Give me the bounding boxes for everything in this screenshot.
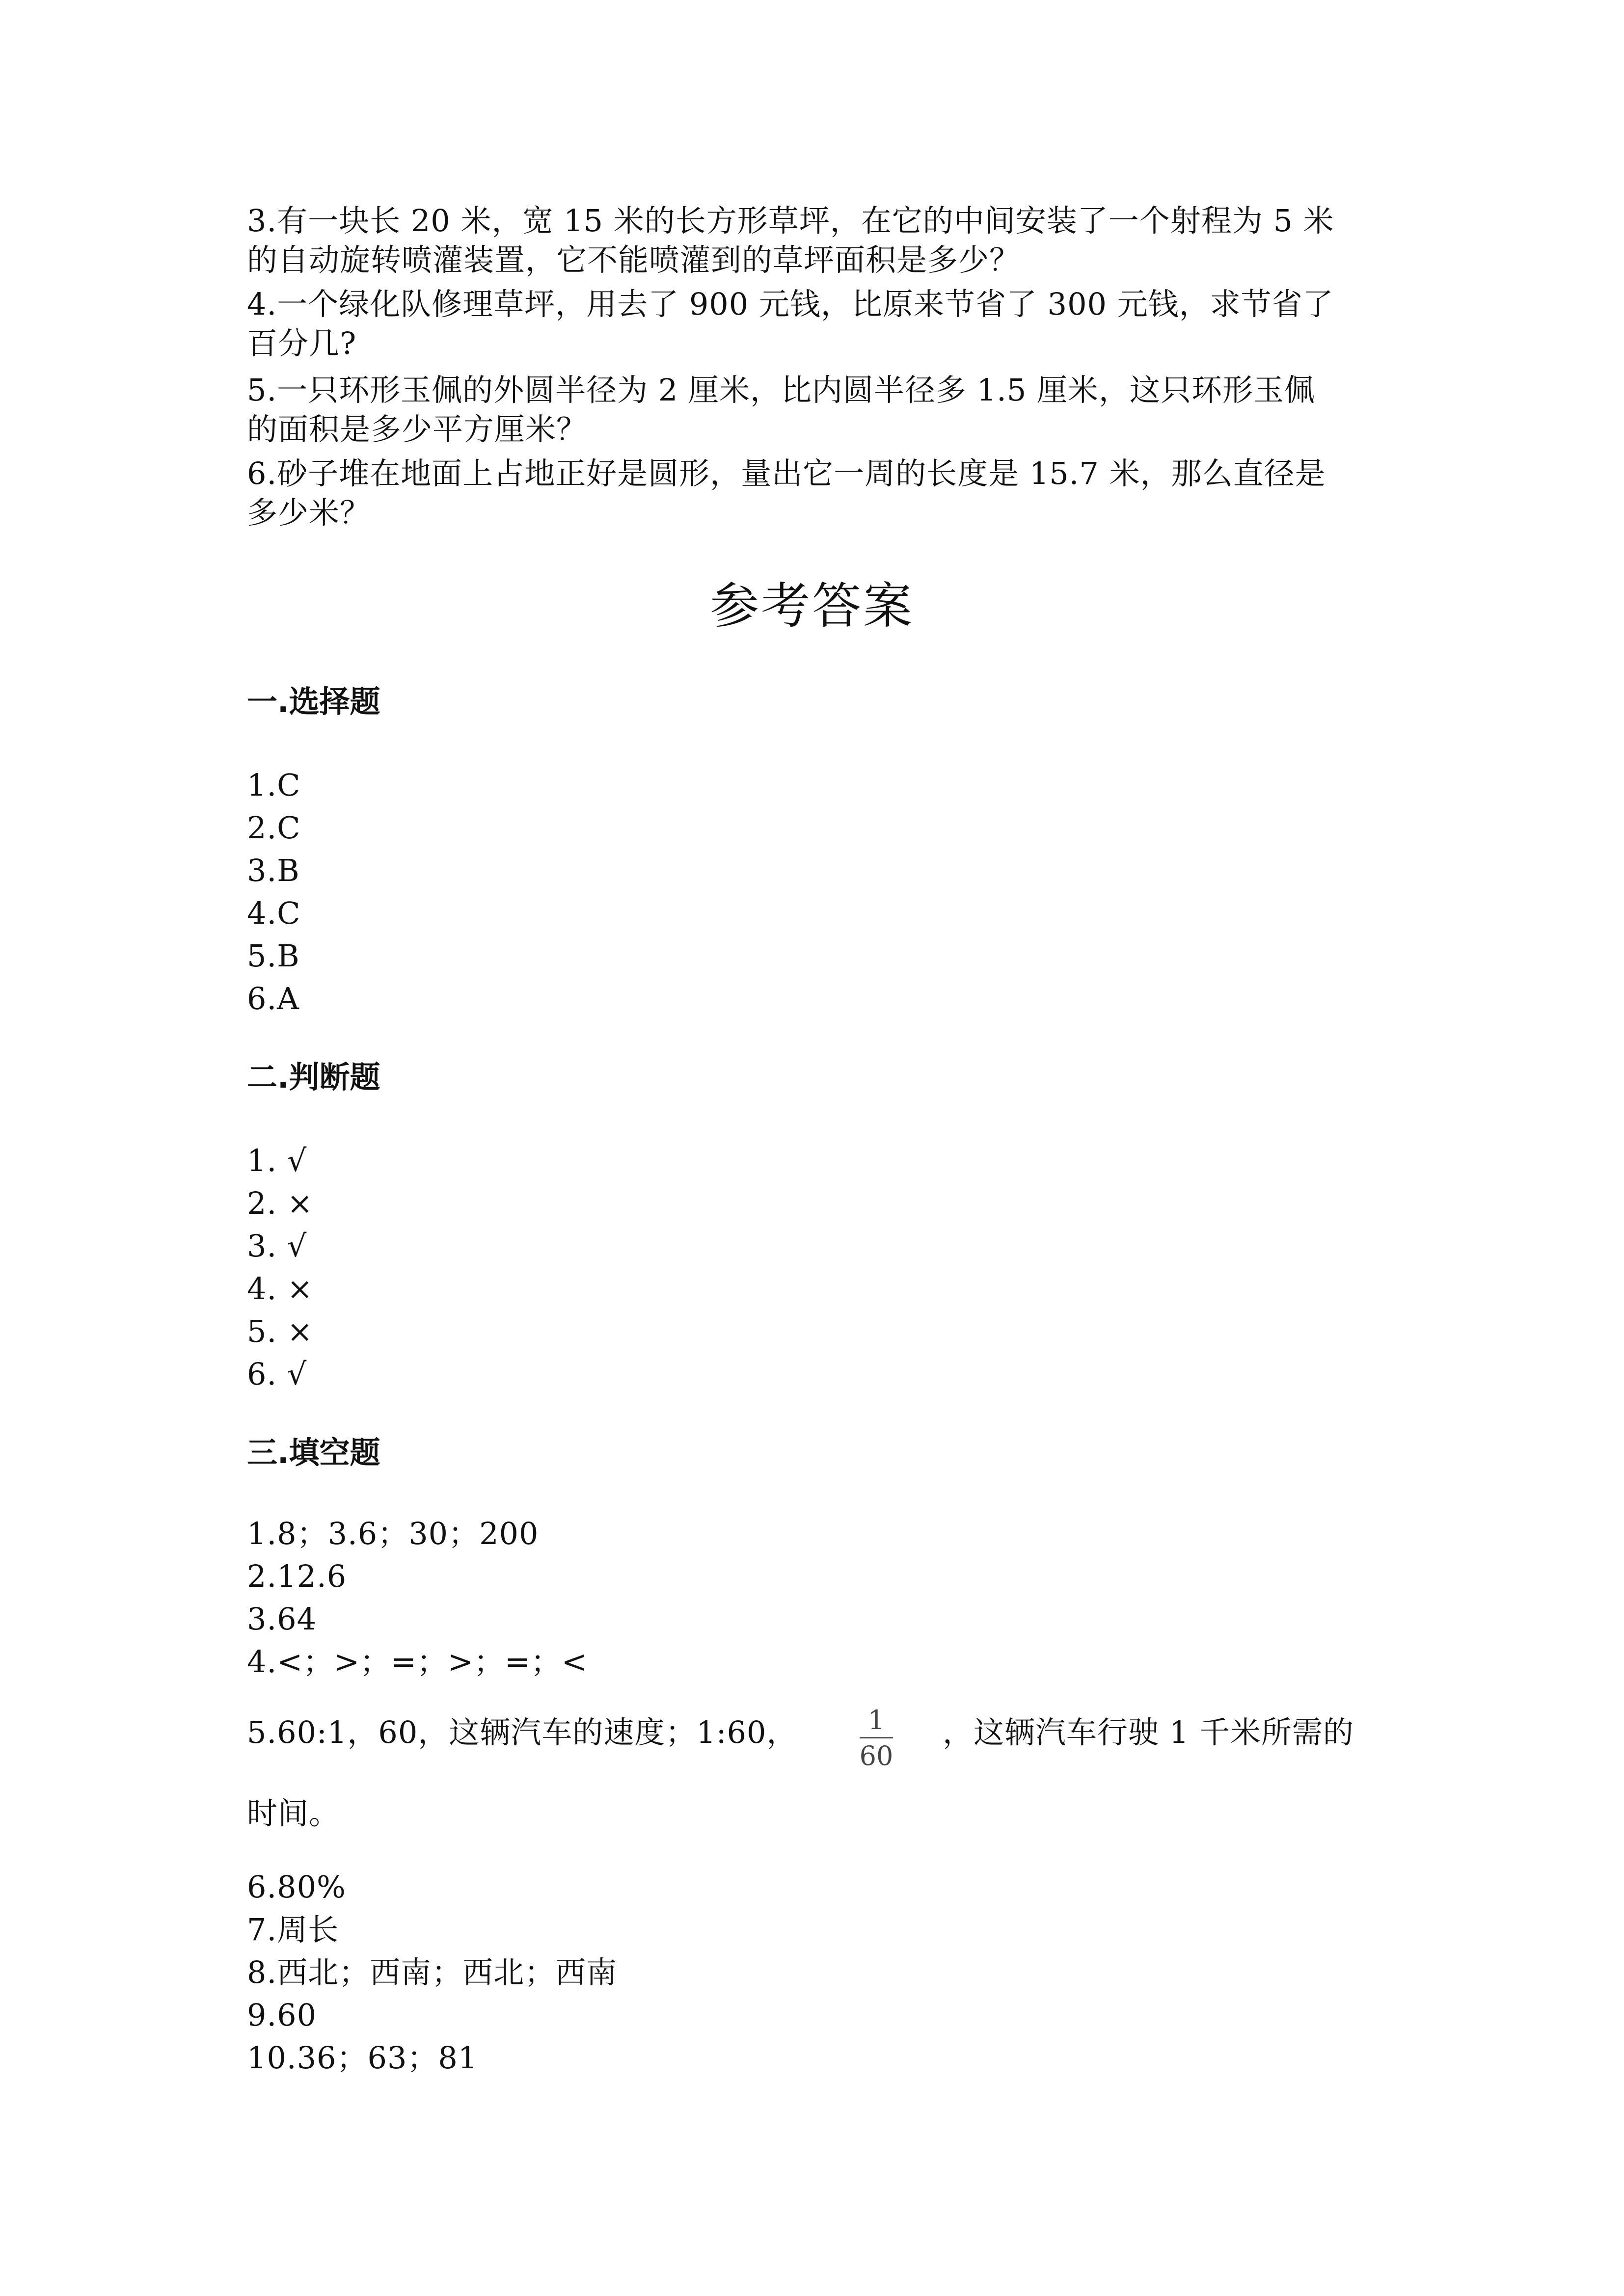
fill-answer: 4.<；>；=；>；=；< <box>247 1644 588 1680</box>
fill-answer: 2.12.6 <box>247 1558 347 1594</box>
choice-answer: 3.B <box>247 853 300 888</box>
section-heading-judge: 二.判断题 <box>247 1059 380 1095</box>
judge-answer: 2. × <box>247 1185 313 1221</box>
problem-3-line-1: 3.有一块长 20 米，宽 15 米的长方形草坪，在它的中间安装了一个射程为 5 米 <box>247 203 1334 239</box>
fill-answer: 10.36；63；81 <box>247 2040 478 2076</box>
choice-answer: 6.A <box>247 981 299 1016</box>
judge-answer: 6. √ <box>247 1356 307 1392</box>
fill-answer: 9.60 <box>247 1997 317 2033</box>
problem-4-line-1: 4.一个绿化队修理草坪，用去了 900 元钱，比原来节省了 300 元钱，求节省了 <box>247 286 1334 322</box>
fraction-denominator: 60 <box>859 1740 893 1771</box>
fraction-one-sixtieth <box>857 1706 896 1771</box>
problem-4-line-2: 百分几? <box>247 325 357 361</box>
problem-5-line-1: 5.一只环形玉佩的外圆半径为 2 厘米，比内圆半径多 1.5 厘米，这只环形玉佩 <box>247 372 1316 408</box>
section-heading-fill: 三.填空题 <box>247 1435 380 1470</box>
problem-5-line-2: 的面积是多少平方厘米？ <box>247 411 588 447</box>
page-title: 参考答案 <box>710 577 914 635</box>
fraction-numerator: 1 <box>867 1705 885 1735</box>
judge-answer: 4. × <box>247 1271 313 1307</box>
fill-answer-5-part3: 时间。 <box>247 1795 340 1831</box>
choice-answer: 1.C <box>247 767 301 803</box>
choice-answer: 4.C <box>247 895 301 931</box>
judge-answer: 3. √ <box>247 1228 307 1264</box>
section-heading-choice: 一.选择题 <box>247 684 380 720</box>
problem-6-line-2: 多少米？ <box>247 495 371 531</box>
judge-answer: 5. × <box>247 1313 313 1349</box>
fill-answer: 6.80% <box>247 1869 346 1905</box>
fill-answer: 1.8；3.6；30；200 <box>247 1516 539 1551</box>
problem-3-line-2: 的自动旋转喷灌装置，它不能喷灌到的草坪面积是多少？ <box>247 242 1021 278</box>
fill-answer: 7.周长 <box>247 1912 339 1948</box>
fill-answer: 3.64 <box>247 1601 317 1637</box>
fill-answer-5-part2: ，这辆汽车行驶 1 千米所需的 <box>943 1714 1354 1750</box>
choice-answer: 5.B <box>247 938 300 974</box>
fill-answer: 8.西北；西南；西北；西南 <box>247 1954 618 1990</box>
problem-6-line-1: 6.砂子堆在地面上占地正好是圆形，量出它一周的长度是 15.7 米，那么直径是 <box>247 455 1326 491</box>
fill-answer-5-part1: 5.60:1，60，这辆汽车的速度；1:60， <box>247 1714 798 1750</box>
judge-answer: 1. √ <box>247 1143 307 1178</box>
choice-answer: 2.C <box>247 810 301 846</box>
